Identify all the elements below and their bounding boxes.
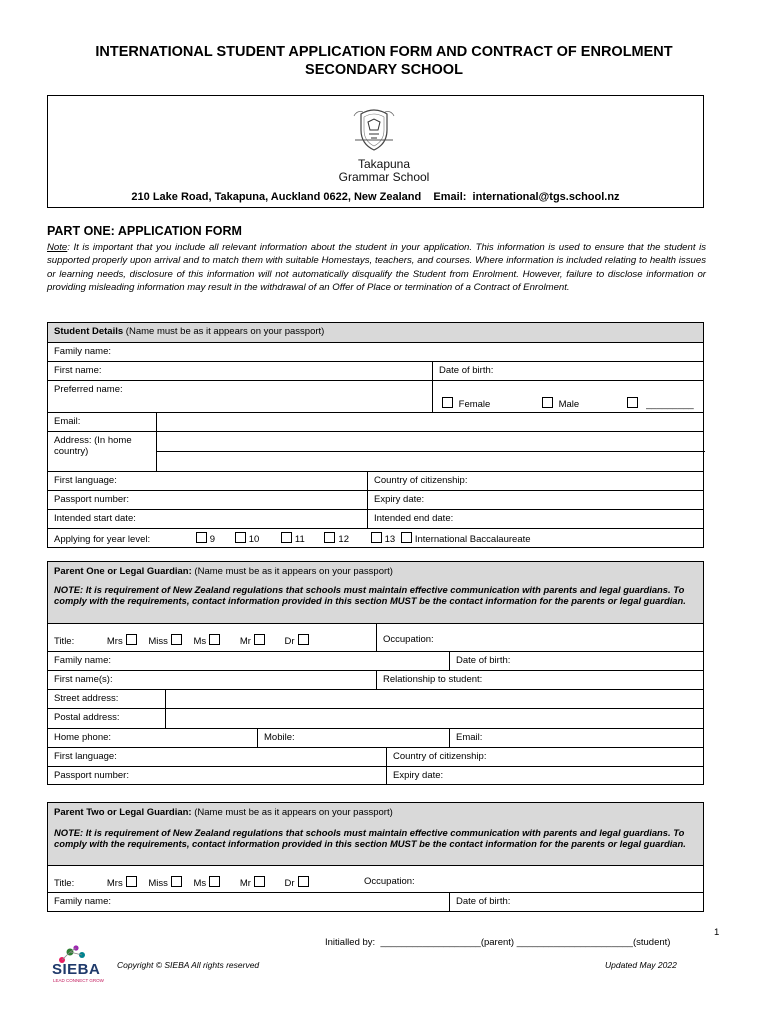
parent-one-email-label[interactable]: Email: (449, 729, 488, 747)
student-passport-row (48, 490, 703, 509)
parent-one-first-language-label[interactable]: First language: (54, 751, 117, 762)
p2-title-dr-label: Dr (284, 878, 295, 889)
p2-title-ms-label: Ms (193, 878, 207, 889)
p2-title-mrs-label: Mrs (106, 878, 123, 889)
male-checkbox[interactable] (542, 397, 553, 408)
student-first-name-label[interactable]: First name: (54, 365, 102, 376)
parent-one-mobile-label[interactable]: Mobile: (257, 729, 449, 747)
school-address: 210 Lake Road, Takapuna, Auckland 0622, New Zealand Email: international@tgs.school.nz (131, 191, 620, 203)
student-address-field-1[interactable] (156, 432, 705, 452)
title-mrs-checkbox[interactable] (126, 634, 137, 645)
copyright: Copyright © SIEBA All rights reserved (117, 960, 260, 970)
parent-two-title-label: Title: (54, 878, 75, 889)
parent-two-dob-label[interactable]: Date of birth: (449, 893, 516, 912)
title-dr-checkbox[interactable] (298, 634, 309, 645)
p2-title-mrs-checkbox[interactable] (126, 876, 137, 887)
student-header-row (48, 323, 703, 342)
student-expiry-label[interactable]: Expiry date: (367, 491, 430, 509)
female-label: Female (458, 399, 491, 410)
parent-one-first-names-row (48, 670, 703, 689)
p2-title-miss-checkbox[interactable] (171, 876, 182, 887)
student-header-note: (Name must be as it appears on your passport) (123, 326, 325, 337)
parent-one-title-cell (48, 624, 376, 651)
year-level-label: Applying for year level: (54, 534, 151, 545)
parent-one-street-row (48, 689, 703, 708)
other-gender-checkbox[interactable] (627, 397, 638, 408)
student-address-label: Address: (In home country) (54, 435, 132, 457)
parent-one-passport-label[interactable]: Passport number: (54, 770, 129, 781)
male-label: Male (558, 399, 580, 410)
year-13-label: 13 (384, 534, 396, 545)
year-10-label: 10 (248, 534, 260, 545)
parent-one-citizenship-label[interactable]: Country of citizenship: (386, 748, 492, 766)
title-mrs-label: Mrs (106, 636, 123, 647)
school-name-line2: Grammar School (338, 170, 430, 184)
note-label: Note (47, 242, 68, 253)
parent-one-header-row (48, 562, 703, 623)
parent-one-home-phone-label[interactable]: Home phone: (54, 732, 112, 743)
student-dates-row (48, 509, 703, 528)
parent-one-first-names-label[interactable]: First name(s): (54, 674, 113, 685)
parent-one-dob-label[interactable]: Date of birth: (449, 652, 516, 670)
student-header-title: Student Details (54, 326, 124, 337)
student-gender-cell (432, 381, 703, 412)
parent-two-family-row (48, 892, 703, 912)
parent-one-postal-label: Postal address: (54, 712, 120, 723)
year-13-checkbox[interactable] (371, 532, 382, 543)
title-dr-label: Dr (284, 636, 295, 647)
parent-two-title-cell (48, 866, 358, 892)
updated-date: Updated May 2022 (605, 960, 677, 970)
year-9-checkbox[interactable] (196, 532, 207, 543)
student-year-level-row (48, 528, 703, 548)
student-passport-label[interactable]: Passport number: (54, 494, 129, 505)
student-address-field-2[interactable] (156, 452, 705, 472)
year-10-checkbox[interactable] (235, 532, 246, 543)
title-ms-checkbox[interactable] (209, 634, 220, 645)
parent-one-phone-row (48, 728, 703, 747)
parent-two-occupation-label[interactable]: Occupation: (364, 876, 415, 887)
parent-two-title-row (48, 865, 703, 892)
female-checkbox[interactable] (442, 397, 453, 408)
parent-two-regulation-note: NOTE: It is requirement of New Zealand regulations that schools must maintain effective communication with parents and legal guardians. To comply with the requirements, contact information provided in this section MUST be the contact information for the parents or legal guardian. (54, 827, 686, 849)
ib-checkbox[interactable] (401, 532, 412, 543)
year-level-cell (48, 529, 705, 548)
p2-title-miss-label: Miss (148, 878, 168, 889)
p2-title-mr-label: Mr (239, 878, 251, 889)
student-preferred-name-row (48, 380, 703, 412)
year-12-checkbox[interactable] (324, 532, 335, 543)
parent-one-header-note: (Name must be as it appears on your passport) (191, 566, 393, 577)
sieba-tagline: LEAD CONNECT GROW (53, 978, 104, 983)
student-first-name-row (48, 361, 703, 380)
form-title-line2: SECONDARY SCHOOL (305, 62, 463, 78)
parent-two-header-note: (Name must be as it appears on your passport) (191, 807, 393, 818)
student-email-row (48, 412, 703, 431)
parent-one-expiry-label[interactable]: Expiry date: (386, 767, 449, 785)
p2-title-mr-checkbox[interactable] (254, 876, 265, 887)
parent-one-regulation-note: NOTE: It is requirement of New Zealand regulations that schools must maintain effective communication with parents and legal guardians. To comply with the requirements, contact information provided in this section MUST be the contact information for the parents or legal guardian. (54, 584, 686, 606)
title-miss-checkbox[interactable] (171, 634, 182, 645)
parent-one-family-name-label[interactable]: Family name: (54, 655, 112, 666)
note-text: : It is important that you include all relevant information about the student in your application. This information is used to ensure that the student is supported properly upon arrival and to match them with suitable Homestays, teachers, and courses. Where information is included relating to health issues or learning needs, disclosure of this information will not automatically disqualify the Student from Enrolment. However, failure to disclose information or providing misleading information may result in the withdrawal of an Offer of Place or termination of a Contract of Enrolment. (47, 242, 706, 294)
student-end-label[interactable]: Intended end date: (367, 510, 459, 528)
part-one-note (47, 241, 706, 295)
sieba-brand: SIEBA (52, 961, 101, 978)
year-11-label: 11 (294, 534, 305, 545)
parent-two-family-name-label[interactable]: Family name: (54, 896, 112, 907)
title-mr-checkbox[interactable] (254, 634, 265, 645)
parent-one-header-title: Parent One or Legal Guardian: (54, 566, 192, 577)
student-address-row (48, 431, 703, 471)
parent-one-occupation-label[interactable]: Occupation: (376, 624, 440, 651)
parent-one-family-row (48, 651, 703, 670)
initialled-by[interactable]: Initialled by: ___________________(parent) ______________________(student) (325, 937, 671, 948)
parent-one-title-row (48, 623, 703, 651)
parent-one-title-label: Title: (54, 636, 75, 647)
student-first-language-label[interactable]: First language: (54, 475, 117, 486)
parent-two-header-row (48, 803, 703, 865)
year-12-label: 12 (338, 534, 349, 545)
school-crest-icon (349, 104, 399, 152)
parent-two-table (47, 802, 704, 912)
title-mr-label: Mr (239, 636, 251, 647)
parent-two-header-title: Parent Two or Legal Guardian: (54, 807, 192, 818)
student-language-row (48, 471, 703, 490)
year-11-checkbox[interactable] (281, 532, 292, 543)
parent-one-relationship-label[interactable]: Relationship to student: (376, 671, 488, 689)
p2-title-dr-checkbox[interactable] (298, 876, 309, 887)
parent-one-postal-row (48, 708, 703, 728)
student-family-name-label: Family name: (54, 346, 112, 357)
school-name-line1: Takapuna (357, 157, 411, 171)
parent-one-street-field[interactable] (165, 690, 705, 708)
student-dob-label[interactable]: Date of birth: (432, 362, 499, 380)
p2-title-ms-checkbox[interactable] (209, 876, 220, 887)
parent-one-language-row (48, 747, 703, 766)
parent-one-passport-row (48, 766, 703, 785)
student-email-label: Email: (54, 416, 81, 427)
page-number: 1 (714, 927, 720, 938)
student-start-label[interactable]: Intended start date: (54, 513, 136, 524)
student-preferred-name-label[interactable]: Preferred name: (54, 384, 123, 395)
student-email-field[interactable] (156, 413, 705, 431)
title-ms-label: Ms (193, 636, 207, 647)
year-9-label: 9 (209, 534, 216, 545)
parent-one-postal-field[interactable] (165, 709, 705, 728)
title-miss-label: Miss (148, 636, 168, 647)
part-one-heading: PART ONE: APPLICATION FORM (47, 224, 242, 238)
parent-one-table (47, 561, 704, 785)
ib-label: International Baccalaureate (414, 534, 531, 545)
student-family-name-row[interactable] (48, 342, 703, 361)
other-gender-blank[interactable]: _________ (646, 399, 694, 410)
student-details-table (47, 322, 704, 548)
form-title-line1: INTERNATIONAL STUDENT APPLICATION FORM AND CONTRACT OF ENROLMENT (95, 44, 673, 60)
parent-one-street-label: Street address: (54, 693, 119, 704)
student-citizenship-label[interactable]: Country of citizenship: (367, 472, 473, 490)
